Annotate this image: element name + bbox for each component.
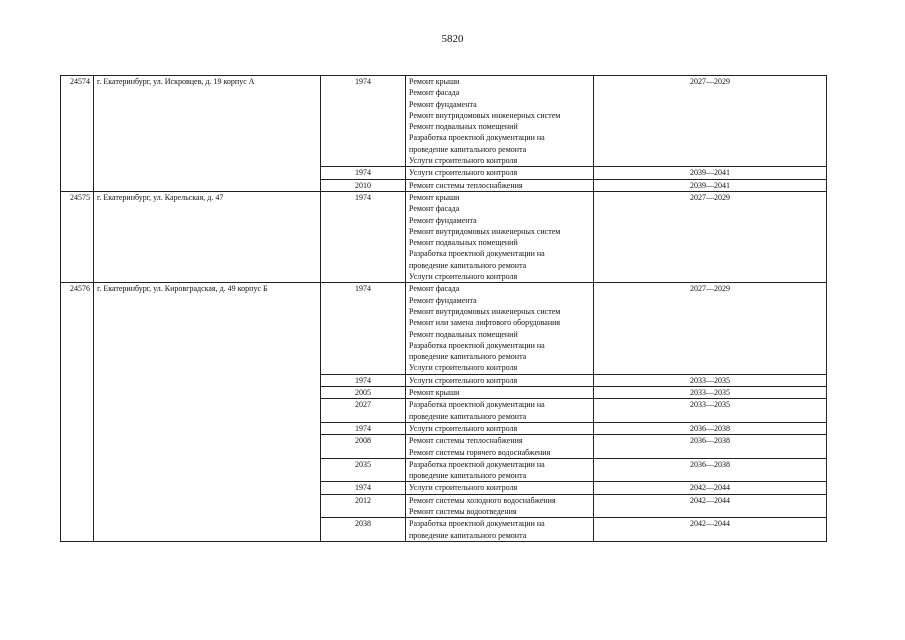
period-cell: 2027—2029 — [594, 283, 827, 374]
year-cell: 1974 — [321, 374, 406, 386]
works-cell — [406, 422, 594, 434]
building-id: 24575 — [61, 191, 94, 282]
work-item: проведение капитального ремонта — [409, 260, 527, 270]
table-row — [61, 283, 827, 374]
year-cell: 2038 — [321, 518, 406, 542]
work-item: Ремонт системы теплоснабжения — [409, 180, 523, 190]
period-cell: 2036—2038 — [594, 458, 827, 482]
work-item: проведение капитального ремонта — [409, 144, 527, 154]
works-cell — [406, 458, 594, 482]
year-cell: 1974 — [321, 191, 406, 282]
work-item: Ремонт внутридомовых инженерных систем — [409, 306, 561, 316]
work-item: Ремонт внутридомовых инженерных систем — [409, 226, 561, 236]
works-cell — [406, 435, 594, 459]
work-item: Разработка проектной документации на — [409, 340, 545, 350]
work-item: Услуги строительного контроля — [409, 168, 518, 178]
works-cell — [406, 374, 594, 386]
year-cell: 1974 — [321, 167, 406, 179]
period-cell: 2039—2041 — [594, 179, 827, 191]
work-item: Ремонт фасада — [409, 284, 460, 294]
period-cell: 2042—2044 — [594, 494, 827, 518]
work-item: Ремонт фундамента — [409, 99, 477, 109]
work-item: Разработка проектной документации на — [409, 249, 545, 259]
work-item: Услуги строительного контроля — [409, 423, 518, 433]
building-address: г. Екатеринбург, ул. Кировградская, д. 49 корпус Б — [94, 283, 321, 542]
year-cell: 1974 — [321, 283, 406, 374]
work-item: Ремонт фасада — [409, 204, 460, 214]
work-item: Разработка проектной документации на — [409, 459, 545, 469]
work-item: Ремонт подвальных помещений — [409, 329, 518, 339]
work-item: Ремонт системы горячего водоснабжения — [409, 447, 551, 457]
work-item: Ремонт фундамента — [409, 215, 477, 225]
work-item: Разработка проектной документации на — [409, 400, 545, 410]
work-item: Ремонт подвальных помещений — [409, 238, 518, 248]
works-cell — [406, 191, 594, 282]
works-cell — [406, 76, 594, 167]
period-cell: 2033—2035 — [594, 374, 827, 386]
works-cell — [406, 179, 594, 191]
building-address: г. Екатеринбург, ул. Искровцев, д. 19 корпус А — [94, 76, 321, 192]
year-cell: 1974 — [321, 422, 406, 434]
work-item: Ремонт системы теплоснабжения — [409, 436, 523, 446]
period-cell: 2027—2029 — [594, 76, 827, 167]
table-row — [61, 76, 827, 167]
work-item: Разработка проектной документации на — [409, 133, 545, 143]
work-item: Разработка проектной документации на — [409, 519, 545, 529]
period-cell: 2042—2044 — [594, 518, 827, 542]
work-item: Ремонт системы водоотведения — [409, 506, 517, 516]
work-item: Ремонт системы холодного водоснабжения — [409, 495, 556, 505]
work-item: Ремонт фасада — [409, 88, 460, 98]
year-cell: 2035 — [321, 458, 406, 482]
works-cell — [406, 494, 594, 518]
building-id: 24574 — [61, 76, 94, 192]
repair-schedule-table — [60, 75, 827, 542]
work-item: Ремонт внутридомовых инженерных систем — [409, 110, 561, 120]
year-cell: 1974 — [321, 76, 406, 167]
work-item: Ремонт крыши — [409, 77, 460, 86]
work-item: проведение капитального ремонта — [409, 471, 527, 481]
work-item: Услуги строительного контроля — [409, 156, 518, 166]
work-item: проведение капитального ремонта — [409, 411, 527, 421]
work-item: Услуги строительного контроля — [409, 375, 518, 385]
table-row — [61, 191, 827, 282]
work-item: Услуги строительного контроля — [409, 363, 518, 373]
period-cell: 2039—2041 — [594, 167, 827, 179]
period-cell: 2033—2035 — [594, 387, 827, 399]
work-item: Ремонт крыши — [409, 388, 460, 398]
page-number: 5820 — [441, 33, 464, 45]
works-cell — [406, 283, 594, 374]
works-cell — [406, 167, 594, 179]
building-address: г. Екатеринбург, ул. Карельская, д. 47 — [94, 191, 321, 282]
period-cell: 2033—2035 — [594, 399, 827, 423]
work-item: проведение капитального ремонта — [409, 352, 527, 362]
works-cell — [406, 482, 594, 494]
period-cell: 2042—2044 — [594, 482, 827, 494]
works-cell — [406, 518, 594, 542]
year-cell: 2008 — [321, 435, 406, 459]
works-cell — [406, 387, 594, 399]
works-cell — [406, 399, 594, 423]
period-cell: 2036—2038 — [594, 435, 827, 459]
work-item: Ремонт фундамента — [409, 295, 477, 305]
work-item: Услуги строительного контроля — [409, 272, 518, 282]
year-cell: 2010 — [321, 179, 406, 191]
work-item: проведение капитального ремонта — [409, 530, 527, 540]
year-cell: 2027 — [321, 399, 406, 423]
work-item: Ремонт подвальных помещений — [409, 122, 518, 132]
period-cell: 2027—2029 — [594, 191, 827, 282]
work-item: Ремонт крыши — [409, 192, 460, 202]
year-cell: 2005 — [321, 387, 406, 399]
work-item: Ремонт или замена лифтового оборудования — [409, 318, 561, 328]
building-id: 24576 — [61, 283, 94, 542]
year-cell: 2012 — [321, 494, 406, 518]
work-item: Услуги строительного контроля — [409, 483, 518, 493]
period-cell: 2036—2038 — [594, 422, 827, 434]
table-body — [61, 76, 827, 542]
year-cell: 1974 — [321, 482, 406, 494]
